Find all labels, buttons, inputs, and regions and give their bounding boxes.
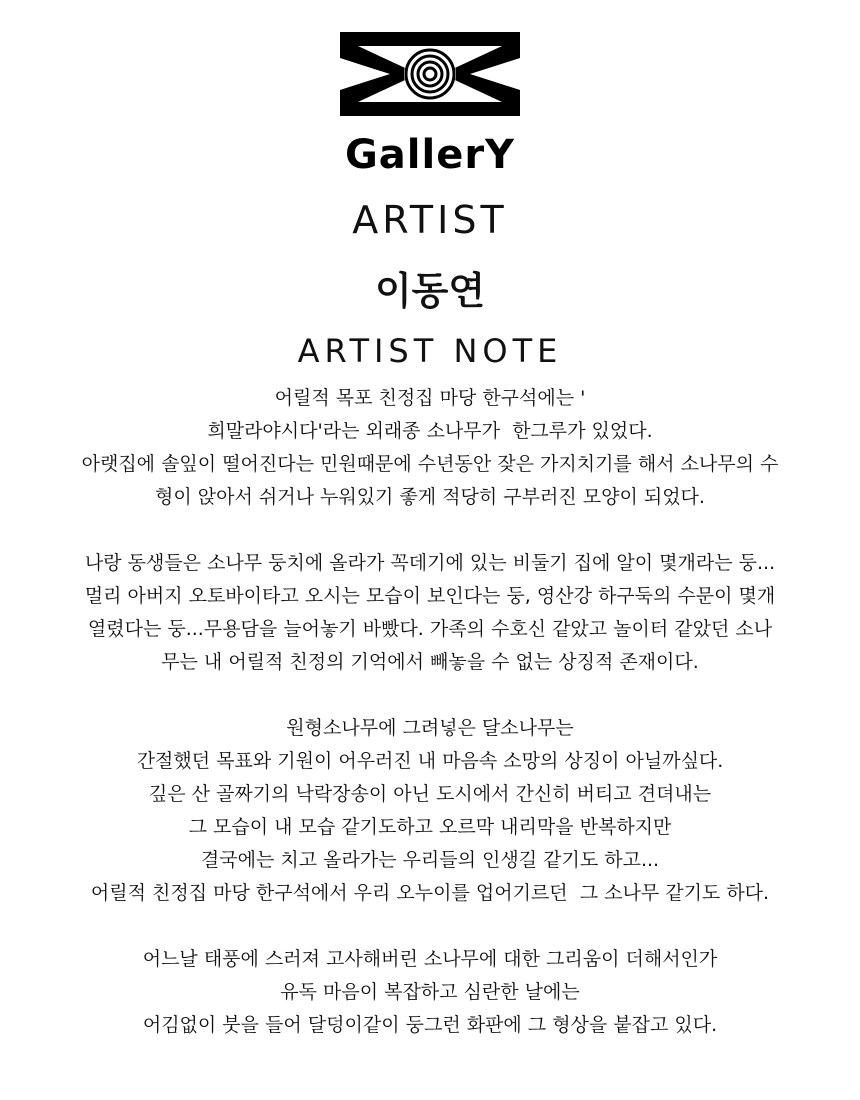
note-line: 무는 내 어릴적 친정의 기억에서 빼놓을 수 없는 상징적 존재이다.: [161, 651, 699, 673]
note-line: 유독 마음이 복잡하고 심란한 날에는: [280, 981, 580, 1003]
note-paragraph: [20, 547, 840, 679]
note-line: 어김없이 붓을 들어 달덩이같이 둥그런 화판에 그 형상을 붙잡고 있다.: [142, 1014, 718, 1036]
note-paragraph: [20, 712, 840, 910]
note-line: 간절했던 목표와 기원이 어우러진 내 마음속 소망의 상징이 아닐까싶다.: [136, 750, 724, 772]
artist-note-heading: ARTIST NOTE: [297, 332, 563, 370]
note-line: 열렸다는 둥...무용담을 늘어놓기 바빴다. 가족의 수호신 같았고 놀이터 같았던 소나: [87, 618, 773, 640]
note-line: 어느날 태풍에 스러져 고사해버린 소나무에 대한 그리움이 더해서인가: [142, 948, 718, 970]
gallery-logo: [338, 30, 522, 180]
note-line: 원형소나무에 그려넣은 달소나무는: [286, 717, 574, 739]
note-line: 그 모습이 내 모습 같기도하고 오르막 내리막을 반복하지만: [188, 816, 672, 838]
note-line: 희말라야시다'라는 외래종 소나무가 한그루가 있었다.: [207, 420, 653, 442]
note-paragraph: [20, 382, 840, 514]
artist-note-body: [20, 382, 840, 1042]
artist-name: 이동연: [374, 269, 486, 313]
note-line: 어릴적 친정집 마당 한구석에서 우리 오누이를 업어기르던 그 소나무 같기도 하다.: [90, 882, 770, 904]
note-line: 결국에는 치고 올라가는 우리들의 인생길 같기도 하고...: [200, 849, 660, 871]
note-line: 형이 앉아서 쉬거나 누워있기 좋게 적당히 구부러진 모양이 되었다.: [155, 486, 705, 508]
note-line: 나랑 동생들은 소나무 둥치에 올라가 꼭데기에 있는 비둘기 집에 알이 몇개라는 둥...: [84, 552, 776, 574]
note-line: 아랫집에 솔잎이 떨어진다는 민원때문에 수년동안 잦은 가지치기를 해서 소나무의 수: [81, 453, 779, 475]
note-line: 어릴적 목포 친정집 마당 한구석에는 ': [274, 387, 586, 409]
note-line: 깊은 산 골짜기의 낙락장송이 아닌 도시에서 간신히 버티고 견뎌내는: [148, 783, 712, 805]
artist-heading: ARTIST: [352, 198, 508, 242]
note-line: 멀리 아버지 오토바이타고 오시는 모습이 보인다는 둥, 영산강 하구둑의 수문이 몇개: [84, 585, 776, 607]
interlocking-x-circles-icon: [338, 30, 522, 180]
note-paragraph: [20, 943, 840, 1042]
logo-wordmark: GallerY: [344, 132, 516, 178]
